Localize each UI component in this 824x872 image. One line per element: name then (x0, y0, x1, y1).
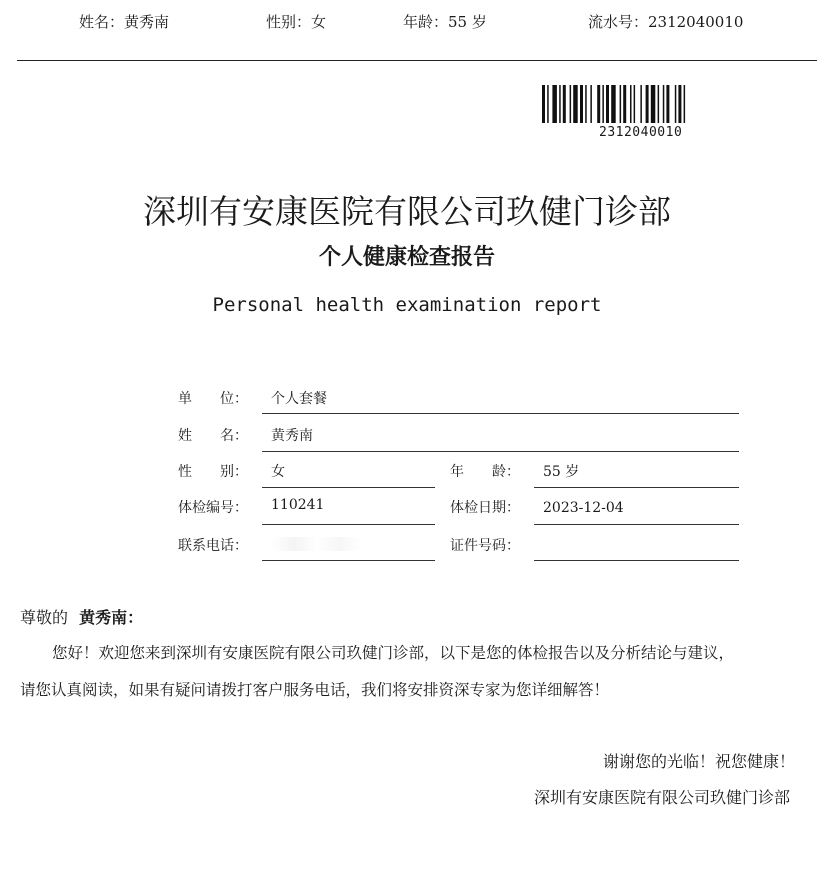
barcode-bar (651, 85, 656, 123)
id-number-underline (534, 560, 739, 561)
barcode-bar (611, 85, 616, 123)
signature-organization: 深圳有安康医院有限公司玖健门诊部 (534, 788, 791, 807)
barcode-bar (630, 85, 632, 123)
gender-label: 性 别： (178, 464, 248, 480)
barcode-bar (552, 85, 557, 123)
barcode-bar (602, 85, 604, 123)
barcode-bar (597, 85, 600, 123)
header-age: 年龄：55 岁 (403, 13, 487, 31)
barcode-bar (606, 85, 609, 123)
barcode-bar (666, 85, 669, 123)
barcode-bar (640, 85, 642, 123)
barcode-bar (542, 85, 545, 123)
salutation-prefix: 尊敬的 (20, 608, 69, 627)
barcode-bar (634, 85, 636, 123)
organization-title: 深圳有安康医院有限公司玖健门诊部 (143, 192, 671, 231)
barcode-bar (580, 85, 583, 123)
age-label: 年 龄： (450, 464, 520, 480)
salutation-name: 黄秀南： (79, 608, 144, 627)
phone-label: 联系电话： (178, 538, 248, 554)
header-gender: 性别：女 (266, 13, 327, 31)
unit-value: 个人套餐 (271, 391, 327, 407)
age-value: 55 岁 (543, 464, 580, 480)
gender-underline (262, 487, 435, 488)
exam-number-value: 110241 (271, 497, 325, 513)
barcode-bar (663, 85, 665, 123)
barcode-bar (570, 85, 572, 123)
name-label: 姓 名： (178, 428, 248, 444)
barcode-bar (658, 85, 660, 123)
barcode-bar (675, 85, 677, 123)
phone-redaction (272, 537, 362, 551)
barcode-bar (620, 85, 622, 123)
exam-number-underline (262, 524, 435, 525)
phone-underline (262, 560, 435, 561)
barcode-bar (646, 85, 649, 123)
barcode-bar (678, 85, 681, 123)
exam-number-label: 体检编号： (178, 500, 248, 516)
barcode-bar (563, 85, 566, 123)
gender-value: 女 (271, 464, 285, 480)
letter-line-1: 您好！欢迎您来到深圳有安康医院有限公司玖健门诊部，以下是您的体检报告以及分析结论与建议， (52, 644, 735, 662)
name-value: 黄秀南 (271, 428, 313, 444)
barcode-bar (547, 85, 549, 123)
header-divider (17, 60, 817, 61)
unit-label: 单 位： (178, 391, 248, 407)
exam-date-underline (534, 524, 739, 525)
id-number-label: 证件号码： (450, 538, 520, 554)
header-serial-number: 流水号：2312040010 (588, 13, 744, 31)
barcode-bar (684, 85, 686, 123)
name-underline (262, 451, 739, 452)
barcode-bar (559, 85, 561, 123)
exam-date-label: 体检日期： (450, 500, 520, 516)
age-underline (534, 487, 739, 488)
unit-underline (262, 413, 739, 414)
barcode (542, 85, 750, 123)
exam-date-value: 2023-12-04 (543, 500, 624, 516)
report-title-chinese: 个人健康检查报告 (318, 245, 495, 270)
report-title-english: Personal health examination report (212, 294, 602, 316)
barcode-number: 2312040010 (599, 125, 683, 140)
barcode-bar (590, 85, 592, 123)
barcode-bar (585, 85, 587, 123)
barcode-bar (623, 85, 626, 123)
letter-line-2: 请您认真阅读，如果有疑问请拨打客户服务电话，我们将安排资深专家为您详细解答！ (20, 681, 610, 699)
barcode-bar (573, 85, 578, 123)
salutation (20, 605, 143, 628)
thanks-line: 谢谢您的光临！祝您健康！ (603, 752, 796, 771)
header-patient-name: 姓名：黄秀南 (79, 13, 170, 31)
